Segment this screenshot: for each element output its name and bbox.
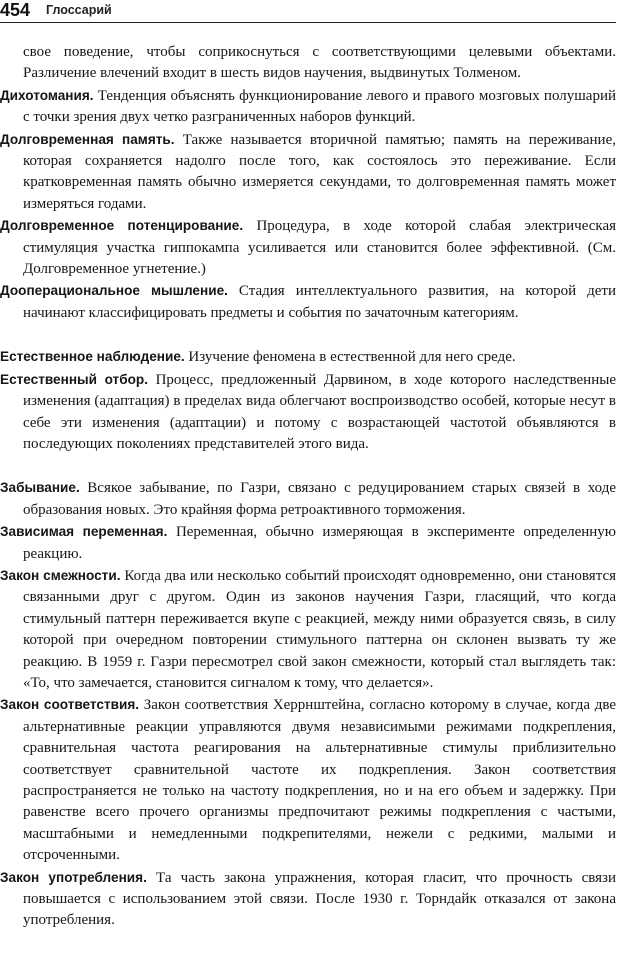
entry-term: Закон употребления. [0, 869, 147, 885]
entry-definition: Процедура, в ходе которой слабая электрическая стимуляция участка гиппокампа усиливается или становится более эффективной. (См. Долговременное угнетение.) [23, 218, 617, 278]
glossary-entry [0, 521, 616, 565]
running-head: Глоссарий [46, 3, 112, 17]
glossary-entry [0, 369, 616, 456]
entry-term: Забывание. [0, 480, 80, 496]
entry-definition: Изучение феномена в естественной для него среде. [188, 349, 516, 366]
page-number: 454 [0, 0, 31, 20]
entry-definition: Тенденция объяснять функционирование левого и правого мозговых полушарий с точки зрения двух четко разграниченных наборов функций. [23, 87, 617, 126]
entry-definition: Та часть закона упражнения, которая гласит, что прочность связи повышается с использованием этой связи. После 1930 г. Торндайк отказался от закона употребления. [23, 869, 617, 929]
glossary-entry [0, 867, 616, 932]
page-header [0, 0, 616, 23]
entry-term: Естественное наблюдение. [0, 349, 185, 365]
entry-definition: Закон соответствия Херрнштейна, согласно которому в случае, когда две альтернативные реакции управляются двумя независимыми режимами подкрепления, сравнительная частота реагирования на альтернативные стимулы приблизительно соответствует сравнительной частоте их подкрепления. Закон соответствия распространяется не только на частоту подкрепления, но и на его объем и задержку. При равенстве всего прочего организмы предпочитают режимы подкрепления с частыми, масштабными и немедленными подкрепителями, нежели с редкими, малыми и отсроченными. [23, 697, 616, 864]
continuation-paragraph: свое поведение, чтобы соприкоснуться с соответствующими целевыми объектами. Различение влечений входит в шесть видов научения, выдвинутых Толменом. [23, 44, 616, 82]
glossary-entry [0, 129, 616, 216]
glossary-entry [0, 694, 616, 866]
section-gap [0, 324, 616, 346]
entry-term: Закон соответствия. [0, 697, 140, 713]
entry-definition: Всякое забывание, по Газри, связано с редуцированием старых связей в ходе образования новых. Это крайняя форма ретроактивного торможения. [23, 480, 616, 518]
glossary-entry [0, 477, 616, 521]
glossary-entry [0, 346, 616, 368]
entry-term: Зависимая переменная. [0, 524, 168, 540]
entry-definition: Также называется вторичной памятью; память на переживание, которая сохраняется надолго после того, как состоялось это переживание. Если кратковременная память обычно измеряется секундами, то долговременная память может измеряться годами. [23, 131, 616, 212]
entry-definition: Переменная, обычно измеряющая в эксперименте определенную реакцию. [23, 524, 617, 562]
glossary-entry [0, 215, 616, 280]
entry-definition: Стадия интеллектуального развития, на которой дети начинают классифицировать предметы и события по зачаточным категориям. [23, 283, 617, 321]
entry-term: Дихотомания. [0, 87, 94, 103]
glossary-body [0, 42, 616, 932]
entry-term: Дооперациональное мышление. [0, 283, 228, 299]
entry-term: Долговременная память. [0, 131, 175, 147]
glossary-entry [0, 280, 616, 324]
section-gap [0, 455, 616, 477]
entry-term: Долговременное потенцирование. [0, 218, 244, 234]
glossary-entry [0, 85, 616, 129]
entry-definition: Процесс, предложенный Дарвином, в ходе которого наследственные изменения (адаптация) в пределах вида облегчают воспроизводство особей, которые несут в себе эти изменения (адаптации) и потому с возрастающей частотой объявляются в последующих поколениях представителей этого вида. [23, 371, 616, 452]
glossary-entry [0, 565, 616, 694]
entry-definition: Когда два или несколько событий происходят одновременно, они становятся связанными друг с другом. Один из законов научения Газри, гласящий, что когда стимульный паттерн переживается вкупе с реакцией, между ними образуется связь, в силу которой при очередном повторении стимульного паттерна он склонен вызвать ту же реакцию. В 1959 г. Газри пересмотрел свой закон смежности, который стал выглядеть так: «То, что замечается, становится сигналом к тому, что делается». [23, 567, 617, 691]
entry-term: Естественный отбор. [0, 371, 148, 387]
entry-term: Закон смежности. [0, 567, 121, 583]
